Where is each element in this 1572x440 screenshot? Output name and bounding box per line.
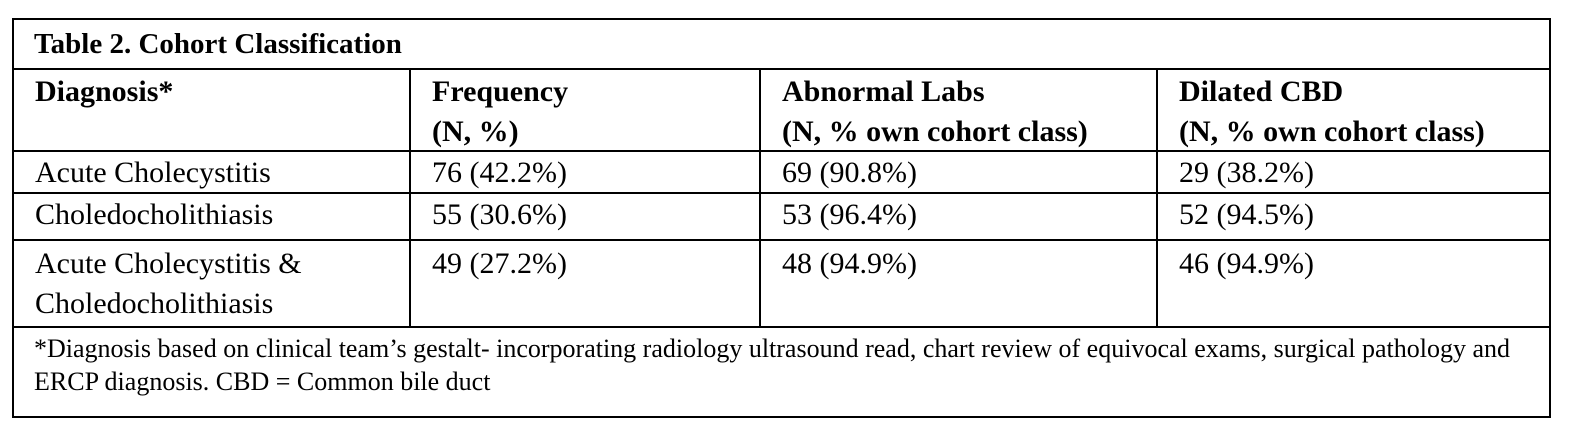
header-diagnosis-label: Diagnosis* <box>35 75 174 108</box>
cohort-classification-table <box>12 18 1551 418</box>
header-dilated-cbd-sublabel: (N, % own cohort class) <box>1179 115 1485 148</box>
header-frequency <box>409 70 759 150</box>
cell-frequency: 55 (30.6%) <box>409 194 759 239</box>
cell-frequency: 76 (42.2%) <box>409 152 759 192</box>
cell-abnormal-labs: 48 (94.9%) <box>759 241 1156 326</box>
table-row <box>14 152 1549 194</box>
header-abnormal-labs-sublabel: (N, % own cohort class) <box>782 115 1088 148</box>
table-title-row <box>14 20 1549 70</box>
header-diagnosis <box>14 70 409 150</box>
cell-abnormal-labs: 69 (90.8%) <box>759 152 1156 192</box>
cell-abnormal-labs: 53 (96.4%) <box>759 194 1156 239</box>
table-grid <box>14 70 1549 328</box>
cell-diagnosis <box>14 152 409 192</box>
header-abnormal-labs <box>759 70 1156 150</box>
table-row <box>14 194 1549 241</box>
diagnosis-text-line-1: Acute Cholecystitis & <box>35 247 302 280</box>
header-frequency-sublabel: (N, %) <box>432 115 519 148</box>
diagnosis-text-line-2: Choledocholithiasis <box>35 287 274 320</box>
table-row <box>14 241 1549 328</box>
cell-diagnosis <box>14 194 409 239</box>
diagnosis-text: Choledocholithiasis <box>35 198 274 231</box>
diagnosis-text: Acute Cholecystitis <box>35 156 271 189</box>
table-header-row <box>14 70 1549 152</box>
cell-dilated-cbd: 52 (94.5%) <box>1156 194 1551 239</box>
header-abnormal-labs-label: Abnormal Labs <box>782 75 985 108</box>
cell-dilated-cbd: 46 (94.9%) <box>1156 241 1551 326</box>
cell-diagnosis <box>14 241 409 326</box>
table-footnote: *Diagnosis based on clinical team’s gestalt- incorporating radiology ultrasound read, chart review of equivocal exams, surgical pathology and ERCP diagnosis. CBD = Common bile duct <box>34 334 1511 396</box>
header-dilated-cbd <box>1156 70 1551 150</box>
header-dilated-cbd-label: Dilated CBD <box>1179 75 1344 108</box>
table-title: Table 2. Cohort Classification <box>34 28 402 60</box>
cell-dilated-cbd: 29 (38.2%) <box>1156 152 1551 192</box>
header-frequency-label: Frequency <box>432 75 569 108</box>
cell-frequency: 49 (27.2%) <box>409 241 759 326</box>
